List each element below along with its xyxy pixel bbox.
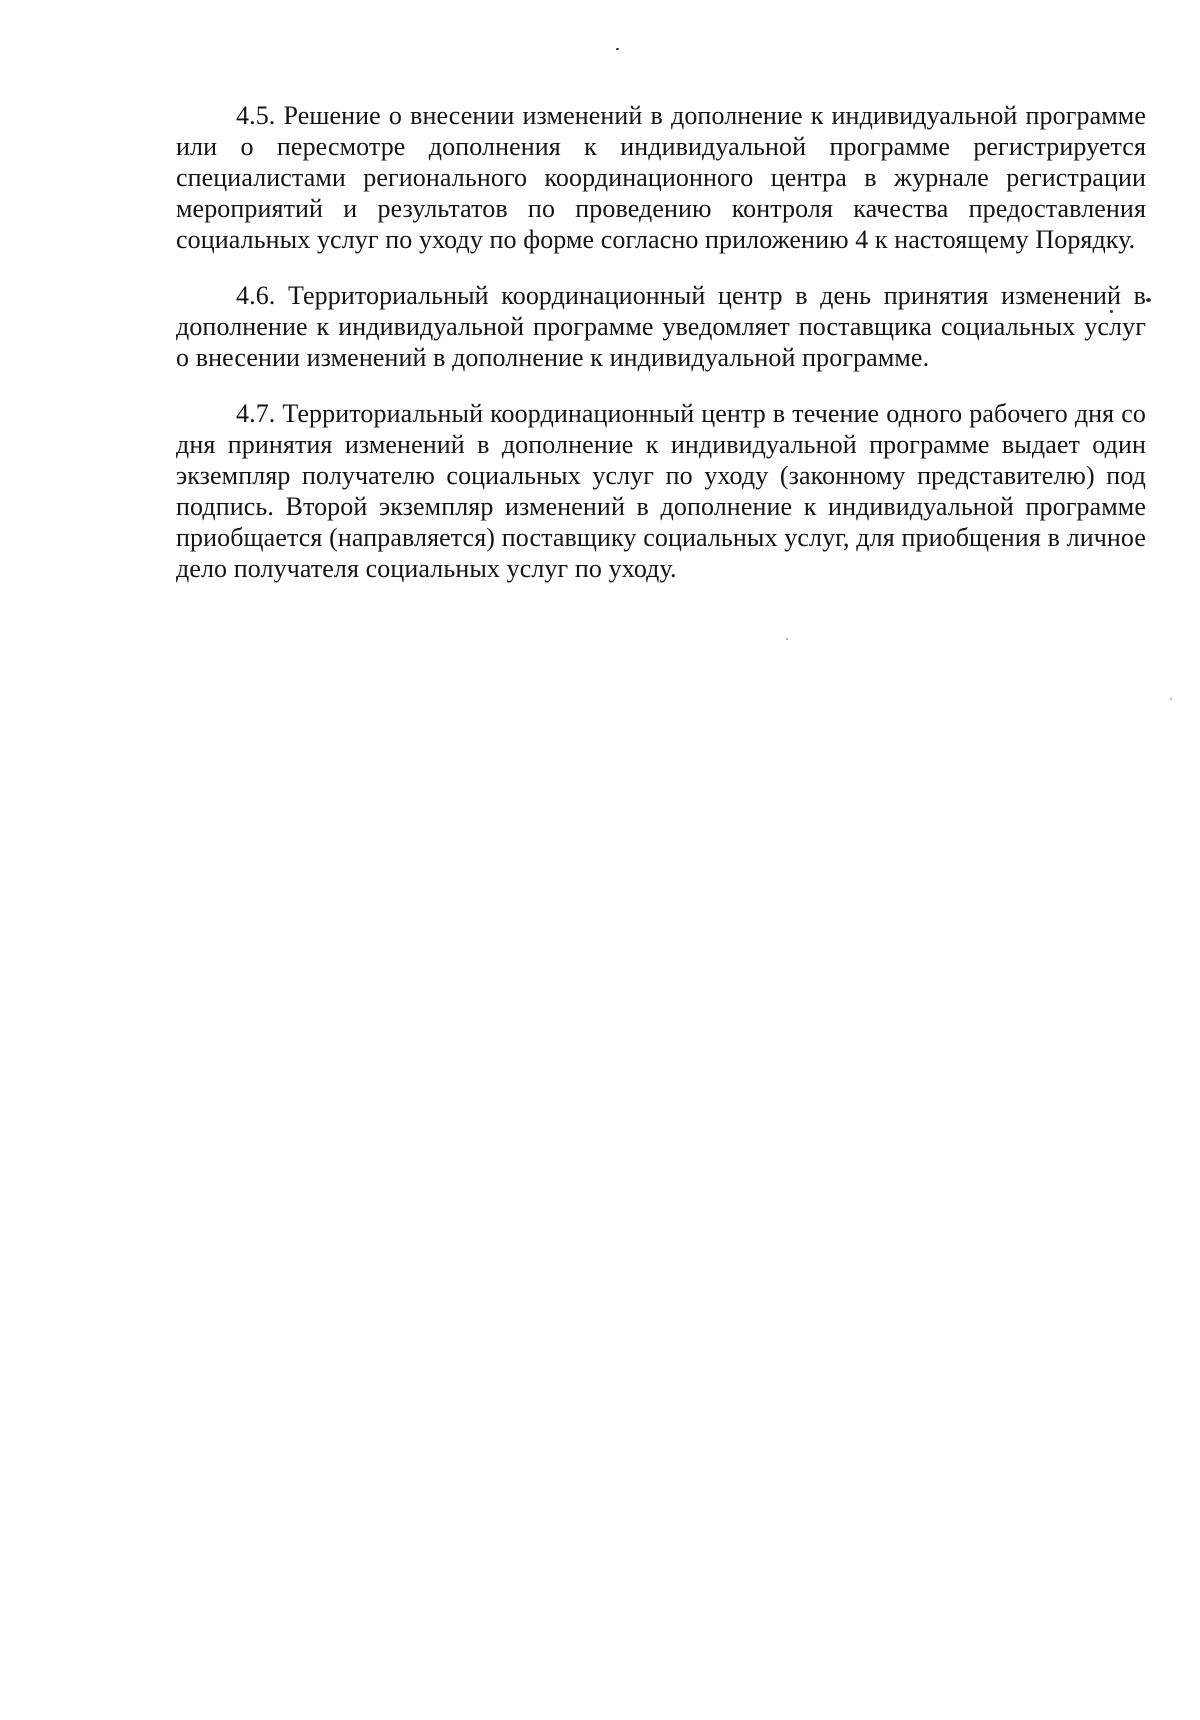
paragraph-4-7: 4.7. Территориальный координационный центр в течение одного рабочего дня со дня принятия изменений в дополнение к индивидуальной программе выдает один экземпляр получателю социальных услуг по уходу (законному представителю) под подпись. Второй экземпляр изменений в дополнение к индивидуальной программе приобщается (направляется) поставщику социальных услуг, для приобщения в личное дело получателя социальных услуг по уходу. [176, 399, 1146, 583]
scan-speck [616, 48, 619, 50]
scan-speck [1170, 698, 1172, 700]
paragraph-4-6: 4.6. Территориальный координационный центр в день принятия изменений в дополнение к индивидуальной программе уведомляет поставщика социальных услуг о внесении изменений в дополнение к индивидуальной программе. [176, 281, 1146, 372]
paragraph-4-5: 4.5. Решение о внесении изменений в дополнение к индивидуальной программе или о пересмотре дополнения к индивидуальной программе регистрируется специалистами регионального координационного центра в журнале регистрации мероприятий и результатов по проведению контроля качества предоставления социальных услуг по уходу по форме согласно приложению 4 к настоящему Порядку. [176, 101, 1146, 254]
scan-speck [1146, 298, 1151, 302]
document-body [176, 100, 1146, 584]
scan-speck [786, 638, 788, 640]
